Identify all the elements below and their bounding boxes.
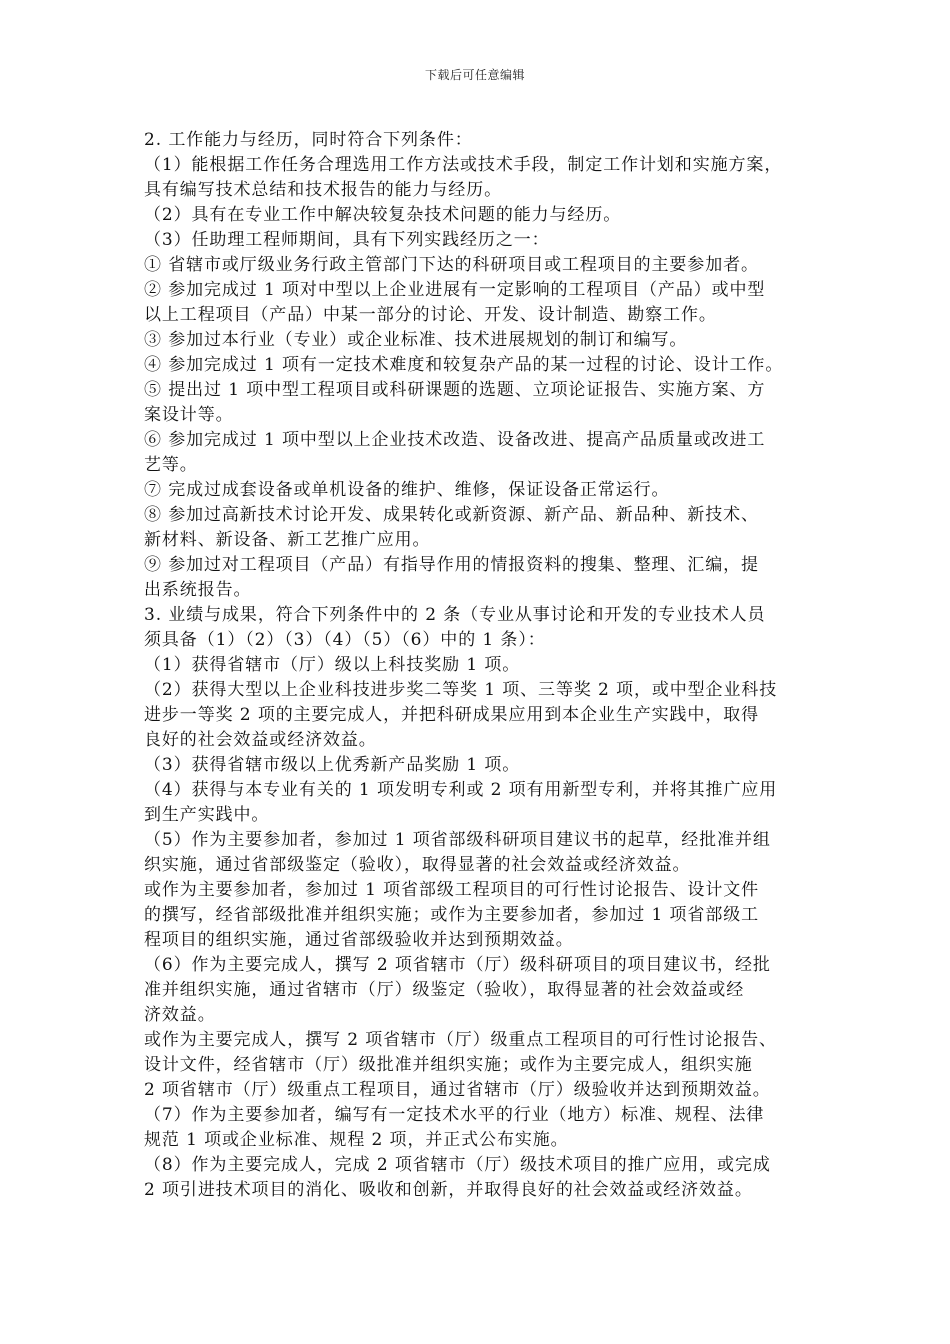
text-line: ⑦ 完成过成套设备或单机设备的维护、维修，保证设备正常运行。: [144, 480, 670, 500]
text-line: 到生产实践中。: [144, 805, 270, 825]
text-line: 须具备（1）（2）（3）（4）（5）（6）中的 1 条）：: [144, 630, 546, 650]
text-line: 案设计等。: [144, 405, 234, 425]
page-header: 下载后可任意编辑: [424, 68, 525, 82]
text-line: （6）作为主要完成人，撰写 2 项省辖市（厅）级科研项目的项目建议书，经批: [144, 955, 771, 975]
text-line: ⑨ 参加过对工程项目（产品）有指导作用的情报资料的搜集、整理、汇编，提: [144, 555, 759, 575]
text-line: 或作为主要完成人，撰写 2 项省辖市（厅）级重点工程项目的可行性讨论报告、: [144, 1030, 777, 1050]
text-line: 2 项省辖市（厅）级重点工程项目，通过省辖市（厅）级验收并达到预期效益。: [144, 1080, 771, 1100]
text-line: （5）作为主要参加者，参加过 1 项省部级科研项目建议书的起草，经批准并组: [144, 830, 771, 850]
text-line: （2）具有在专业工作中解决较复杂技术问题的能力与经历。: [144, 205, 622, 225]
text-line: 2. 工作能力与经历，同时符合下列条件：: [144, 130, 473, 150]
text-line: 济效益。: [144, 1005, 216, 1025]
text-line: ② 参加完成过 1 项对中型以上企业进展有一定影响的工程项目（产品）或中型: [144, 280, 766, 300]
text-line: ① 省辖市或厅级业务行政主管部门下达的科研项目或工程项目的主要参加者。: [144, 255, 759, 275]
document-body: [144, 128, 804, 1203]
text-line: （7）作为主要参加者，编写有一定技术水平的行业（地方）标准、规程、法律: [144, 1105, 765, 1125]
text-line: 进步一等奖 2 项的主要完成人，并把科研成果应用到本企业生产实践中，取得: [144, 705, 760, 725]
text-line: （8）作为主要完成人，完成 2 项省辖市（厅）级技术项目的推广应用，或完成: [144, 1155, 771, 1175]
text-line: （1）能根据工作任务合理选用工作方法或技术手段，制定工作计划和实施方案，: [144, 155, 783, 175]
text-line: （3）获得省辖市级以上优秀新产品奖励 1 项。: [144, 755, 521, 775]
text-line: ⑤ 提出过 1 项中型工程项目或科研课题的选题、立项论证报告、实施方案、方: [144, 380, 766, 400]
text-line: （1）获得省辖市（厅）级以上科技奖励 1 项。: [144, 655, 521, 675]
text-line: 规范 1 项或企业标准、规程 2 项，并正式公布实施。: [144, 1130, 569, 1150]
text-line: 织实施，通过省部级鉴定（验收），取得显著的社会效益或经济效益。: [144, 855, 691, 875]
text-line: ⑧ 参加过高新技术讨论开发、成果转化或新资源、新产品、新品种、新技术、: [144, 505, 759, 525]
text-line: （2）获得大型以上企业科技进步奖二等奖 1 项、三等奖 2 项，或中型企业科技: [144, 680, 778, 700]
text-line: 以上工程项目（产品）中某一部分的讨论、开发、设计制造、勘察工作。: [144, 305, 717, 325]
text-line: 良好的社会效益或经济效益。: [144, 730, 377, 750]
text-line: 或作为主要参加者，参加过 1 项省部级工程项目的可行性讨论报告、设计文件: [144, 880, 760, 900]
text-line: 出系统报告。: [144, 580, 252, 600]
text-line: 的撰写，经省部级批准并组织实施；或作为主要参加者，参加过 1 项省部级工: [144, 905, 760, 925]
text-line: 2 项引进技术项目的消化、吸收和创新，并取得良好的社会效益或经济效益。: [144, 1180, 753, 1200]
text-line: （4）获得与本专业有关的 1 项发明专利或 2 项有用新型专利，并将其推广应用: [144, 780, 778, 800]
text-line: 艺等。: [144, 455, 198, 475]
text-line: ⑥ 参加完成过 1 项中型以上企业技术改造、设备改进、提高产品质量或改进工: [144, 430, 766, 450]
text-line: 3. 业绩与成果，符合下列条件中的 2 条（专业从事讨论和开发的专业技术人员: [144, 605, 766, 625]
text-line: 程项目的组织实施，通过省部级验收并达到预期效益。: [144, 930, 574, 950]
text-line: 具有编写技术总结和技术报告的能力与经历。: [144, 180, 502, 200]
text-line: ④ 参加完成过 1 项有一定技术难度和较复杂产品的某一过程的讨论、设计工作。: [144, 355, 784, 375]
text-line: （3）任助理工程师期间，具有下列实践经历之一：: [144, 230, 550, 250]
text-line: 设计文件，经省辖市（厅）级批准并组织实施；或作为主要完成人，组织实施: [144, 1055, 753, 1075]
text-line: 新材料、新设备、新工艺推广应用。: [144, 530, 431, 550]
text-line: ③ 参加过本行业（专业）或企业标准、技术进展规划的制订和编写。: [144, 330, 688, 350]
text-line: 准并组织实施，通过省辖市（厅）级鉴定（验收），取得显著的社会效益或经: [144, 980, 745, 1000]
